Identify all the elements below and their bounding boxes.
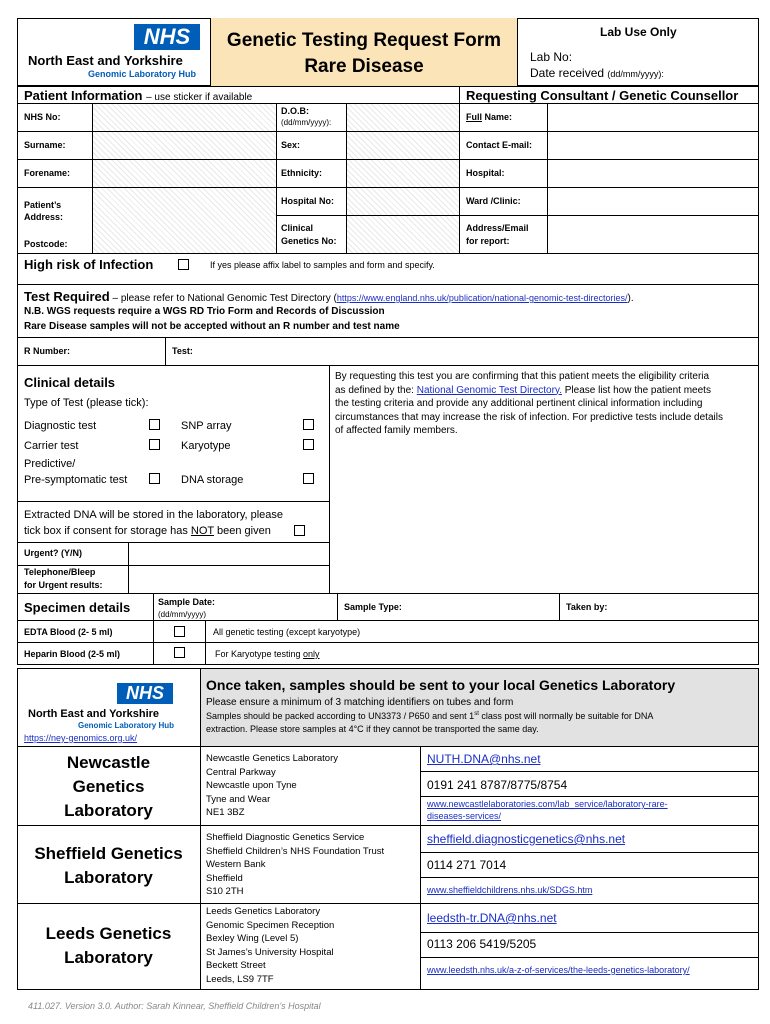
newcastle-address: Newcastle Genetics Laboratory Central Parkway Newcastle upon Tyne Tyne and Wear NE1 3BZ [206,753,339,818]
form-subtitle: Rare Disease [304,56,424,77]
urgent-label: Urgent? (Y/N) [24,548,82,558]
test-label: Test: [172,346,193,356]
sample-date-label: Sample Date: [158,597,216,607]
consent-text: By requesting this test you are confirming that this patient meets the eligibility criteria as defined by the: National Genomic Test Directory. Please list how the patient meets the testing criteria and provide any additional pertinent clinical information including circumstances that may increase the risk of infection. For predictive tests include details of affected family members. [335,371,723,436]
heparin-checkbox[interactable] [174,647,185,658]
surname-field[interactable] [93,132,276,159]
r-number-row [17,337,759,366]
report-label-1: Address/Email [466,223,529,233]
test-type-label: Type of Test (please tick): [24,397,149,409]
pred-label-2: Pre-symptomatic test [24,474,128,486]
dob-field[interactable] [347,104,459,131]
lab-use-only: Lab Use Only [600,25,677,39]
forename-field[interactable] [93,160,276,187]
sheffield-phone: 0114 271 7014 [427,858,507,872]
diag-label: Diagnostic test [24,420,97,432]
leeds-phone: 0113 206 5419/5205 [427,937,537,951]
labs-instruction-1: Please ensure a minimum of 3 matching identifiers on tubes and form [206,697,514,708]
cg-no-field[interactable] [347,216,459,254]
form-title: Genetic Testing Request Form [226,30,502,51]
leeds-name: Leeds Genetics Laboratory [45,924,172,967]
hospital-no-field[interactable] [347,188,459,215]
karyo-checkbox[interactable] [303,439,314,450]
hospital-no-label: Hospital No: [281,196,334,206]
surname-label: Surname: [24,140,66,150]
heparin-note: For Karyotype testing only [215,649,320,659]
newcastle-name: Newcastle Genetics Laboratory [64,753,153,820]
no-consent-checkbox[interactable] [294,525,305,536]
snp-label: SNP array [181,420,232,432]
footer-text: 411.027. Version 3.0. Author: Sarah Kinnear, Sheffield Children’s Hospital [28,1001,321,1011]
ethnicity-label: Ethnicity: [281,168,323,178]
edta-note: All genetic testing (except karyotype) [213,627,361,637]
labs-instruction-2: Samples should be packed according to UN3373 / P650 and sent 1st class post will normally be suitable for DNA [206,711,654,721]
labs-nhs-logo: NHS [117,683,173,704]
pred-checkbox[interactable] [149,473,160,484]
address-field[interactable] [93,188,276,254]
dna-storage-label: DNA storage [181,474,244,486]
contact-email-label: Contact E-mail: [466,140,533,150]
test-directory-link[interactable]: https://www.england.nhs.uk/publication/national-genomic-test-directories/ [336,293,628,303]
specimen-heading: Specimen details [24,600,131,615]
pred-label-1: Predictive/ [24,458,76,470]
consultant-heading: Requesting Consultant / Genetic Counsellor [466,88,739,103]
ney-website-link[interactable]: https://ney-genomics.org.uk/ [24,733,138,743]
org-name: North East and Yorkshire [28,53,183,68]
newcastle-phone: 0191 241 8787/8775/8754 [427,778,568,792]
leeds-address: Leeds Genetics Laboratory Genomic Specimen Reception Bexley Wing (Level 5) St James’s University Hospital Beckett Street Leeds, LS9 7TF [206,906,335,985]
r-number-label: R Number: [24,346,71,356]
diag-checkbox[interactable] [149,419,160,430]
heparin-label: Heparin Blood (2-5 ml) [24,649,121,659]
ward-label: Ward /Clinic: [466,196,521,206]
nb-line: N.B. WGS requests require a WGS RD Trio Form and Records of Discussion [24,306,385,317]
labs-hub: Genomic Laboratory Hub [78,721,175,730]
storage-note-1: Extracted DNA will be stored in the laboratory, please [24,509,284,521]
ethnicity-field[interactable] [347,160,459,187]
lab-no-label: Lab No: [530,50,573,64]
carrier-checkbox[interactable] [149,439,160,450]
report-label-2: for report: [466,236,510,246]
hub-name: Genomic Laboratory Hub [88,69,197,79]
taken-by-label: Taken by: [566,602,608,612]
newcastle-web-1[interactable]: www.newcastlelaboratories.com/lab_service/laboratory-rare- [427,799,668,809]
newcastle-web-2[interactable]: diseases-services/ [427,811,502,821]
nhs-no-label: NHS No: [24,112,61,122]
infection-checkbox[interactable] [178,259,189,270]
sample-date-format: (dd/mm/yyyy) [158,610,206,619]
infection-note: If yes please affix label to samples and form and specify. [210,260,435,270]
tel-label-1: Telephone/Bleep [24,567,96,577]
clinical-heading: Clinical details [24,375,116,390]
sheffield-email[interactable]: sheffield.diagnosticgenetics@nhs.net [427,832,626,846]
dna-storage-checkbox[interactable] [303,473,314,484]
dob-label: D.O.B: [281,106,309,116]
cg-no-label-2: Genetics No: [281,236,337,246]
nhs-no-field[interactable] [93,104,276,131]
forename-label: Forename: [24,168,71,178]
sample-type-label: Sample Type: [344,602,402,612]
sex-label: Sex: [281,140,301,150]
sheffield-web[interactable]: www.sheffieldchildrens.nhs.uk/SDGS.htm [427,885,593,895]
leeds-email[interactable]: leedsth-tr.DNA@nhs.net [427,911,557,925]
tel-label-2: for Urgent results: [24,580,103,590]
newcastle-email[interactable]: NUTH.DNA@nhs.net [427,752,541,766]
date-received-label: Date received (dd/mm/yyyy): [530,66,664,80]
patient-heading: Patient Information – use sticker if available [24,88,253,103]
snp-checkbox[interactable] [303,419,314,430]
test-directory-inline-link[interactable]: National Genomic Test Directory. [416,384,562,396]
labs-instruction-3: extraction. Please store samples at 4°C if they cannot be transported the same day. [206,724,539,734]
sheffield-name: Sheffield Genetics Laboratory [34,844,183,887]
postcode-label: Postcode: [24,239,68,249]
hospital-label: Hospital: [466,168,505,178]
karyo-label: Karyotype [181,440,231,452]
sex-field[interactable] [347,132,459,159]
labs-heading: Once taken, samples should be sent to your local Genetics Laboratory [206,677,676,693]
labs-org: North East and Yorkshire [28,708,160,720]
address-label-1: Patient’s [24,200,62,210]
edta-checkbox[interactable] [174,626,185,637]
address-label-2: Address: [24,212,64,222]
cg-no-label-1: Clinical [281,223,314,233]
test-required-line: Test Required – please refer to National Genomic Test Directory (https://www.england.nhs.uk/publication/national-genomic-test-directories/). [24,289,634,304]
rule-line: Rare Disease samples will not be accepted without an R number and test name [24,321,400,332]
storage-note-2: tick box if consent for storage has NOT been given [24,525,271,537]
edta-label: EDTA Blood (2- 5 ml) [24,627,113,637]
full-name-label: Full Name: [466,112,513,122]
sheffield-address: Sheffield Diagnostic Genetics Service Sheffield Children’s NHS Foundation Trust Western Bank Sheffield S10 2TH [206,832,385,897]
nhs-logo: NHS [134,24,200,50]
infection-label: High risk of Infection [24,257,154,272]
carrier-label: Carrier test [24,440,79,452]
leeds-web[interactable]: www.leedsth.nhs.uk/a-z-of-services/the-leeds-genetics-laboratory/ [427,965,690,975]
dob-format: (dd/mm/yyyy): [281,118,332,127]
